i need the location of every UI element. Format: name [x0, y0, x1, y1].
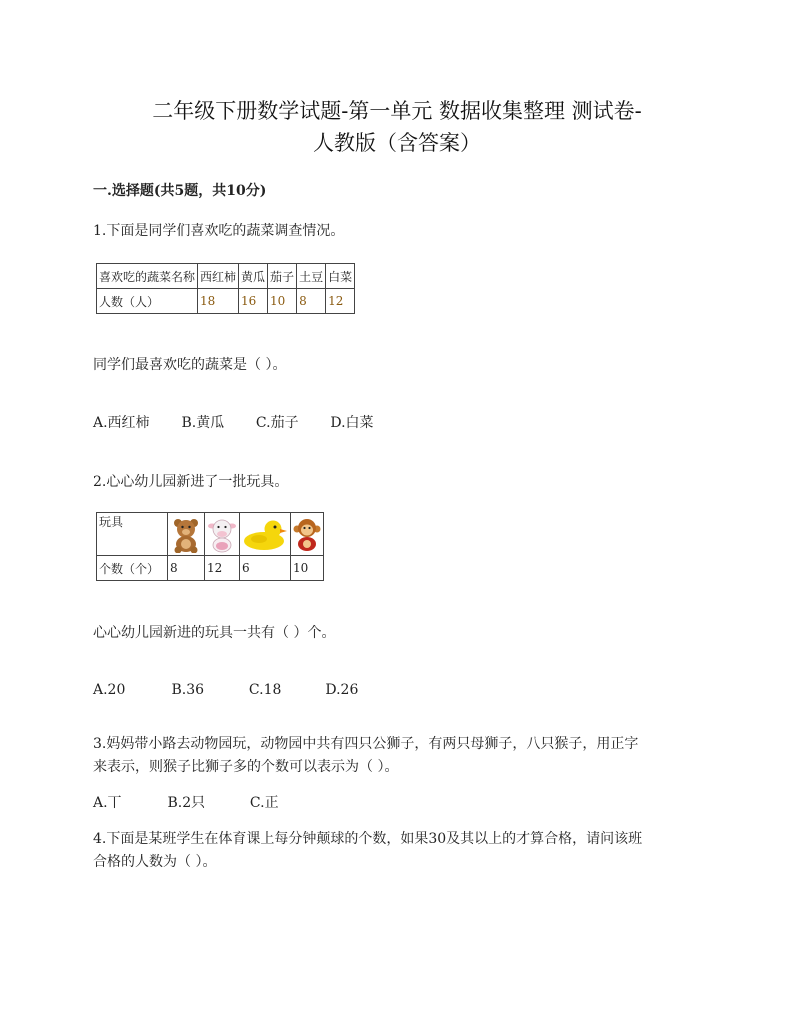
q2-question: 心心幼儿园新进的玩具一共有（ ）个。	[93, 625, 336, 641]
q3-options	[93, 792, 279, 814]
table-cell: 12	[205, 556, 240, 581]
q2-option-a: A.20	[93, 682, 126, 698]
q2-option-b: B.36	[171, 682, 205, 698]
q1-question: 同学们最喜欢吃的蔬菜是（ ）。	[93, 357, 287, 373]
q1-option-a: A.西红柿	[93, 415, 150, 431]
q4-stem-line-1: 4.下面是某班学生在体育课上每分钟颠球的个数，如果30及其以上的才算合格，请问该班	[93, 831, 643, 847]
toy-monkey-icon	[293, 517, 321, 553]
q3-option-a: A.丅	[93, 795, 122, 811]
table-row	[97, 289, 355, 314]
q2-stem: 2.心心幼儿园新进了一批玩具。	[93, 474, 289, 490]
table-cell: 12	[326, 289, 355, 314]
document-title-line-2: 人教版（含答案）	[313, 131, 481, 155]
table-cell: 8	[168, 556, 205, 581]
table-cell: 10	[291, 556, 324, 581]
table-row	[97, 264, 355, 289]
table-header-cell: 白菜	[326, 264, 355, 289]
table-row	[97, 556, 324, 581]
table-cell: 6	[240, 556, 291, 581]
table-cell: 10	[268, 289, 297, 314]
table-header-cell: 土豆	[297, 264, 326, 289]
toy-cow-icon	[207, 517, 237, 553]
section-heading: 一.选择题(共5题，共10分)	[93, 183, 267, 199]
table-cell	[168, 513, 205, 556]
q3-option-c: C.正	[249, 795, 279, 811]
table-cell: 18	[198, 289, 239, 314]
table-row-label: 玩具	[97, 513, 168, 556]
q4-stem-line-2: 合格的人数为（ ）。	[93, 854, 217, 870]
rubber-duck-icon	[242, 517, 288, 551]
table-header-cell: 茄子	[268, 264, 297, 289]
document-title-line-1: 二年级下册数学试题-第一单元 数据收集整理 测试卷-	[152, 99, 642, 123]
q1-stem: 1.下面是同学们喜欢吃的蔬菜调查情况。	[93, 223, 345, 239]
table-cell: 8	[297, 289, 326, 314]
table-cell: 16	[239, 289, 268, 314]
table-row-label: 个数（个）	[97, 556, 168, 581]
q1-vegetable-table	[96, 263, 355, 314]
q1-option-d: D.白菜	[330, 415, 374, 431]
q3-stem-line-1: 3.妈妈带小路去动物园玩，动物园中共有四只公狮子，有两只母狮子，八只猴子，用正字	[93, 736, 639, 752]
table-header-cell: 黄瓜	[239, 264, 268, 289]
table-cell	[240, 513, 291, 556]
q1-options	[93, 412, 374, 434]
table-cell	[205, 513, 240, 556]
q1-option-c: C.茄子	[255, 415, 299, 431]
table-cell	[291, 513, 324, 556]
table-header-cell: 喜欢吃的蔬菜名称	[97, 264, 198, 289]
q2-option-d: D.26	[325, 682, 359, 698]
table-header-cell: 西红柿	[198, 264, 239, 289]
q1-option-b: B.黄瓜	[181, 415, 225, 431]
q3-stem-line-2: 来表示，则猴子比狮子多的个数可以表示为（ ）。	[93, 759, 399, 775]
q3-option-b: B.2只	[167, 795, 206, 811]
q2-toy-table	[96, 512, 324, 581]
q2-option-c: C.18	[248, 682, 282, 698]
table-row	[97, 513, 324, 556]
table-row-label: 人数（人）	[97, 289, 198, 314]
teddy-bear-icon	[170, 517, 202, 553]
q2-options	[93, 679, 358, 701]
